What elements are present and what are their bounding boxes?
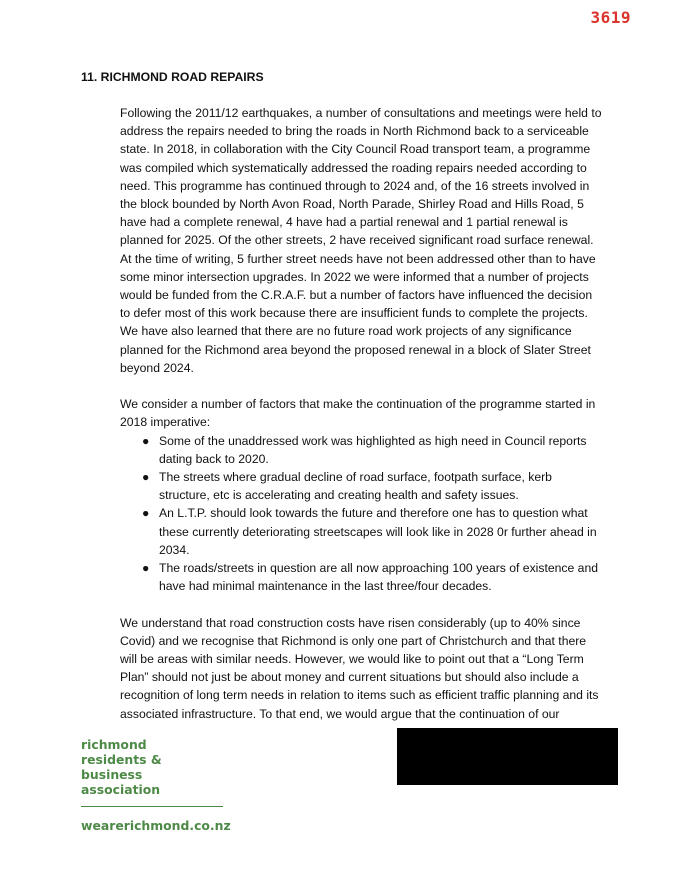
brand-line: business: [81, 767, 143, 782]
page-number: 3619: [590, 8, 631, 27]
brand-line: richmond: [81, 737, 147, 752]
brand-line: residents &: [81, 752, 162, 767]
bullet-icon: ●: [142, 433, 150, 448]
brand-logo-text: [81, 737, 162, 797]
list-item-text: Some of the unaddressed work was highlighted as high need in Council reports dating back to 2020.: [159, 433, 587, 466]
paragraph-2: We consider a number of factors that make the continuation of the programme started in 2018 imperative:: [120, 397, 596, 430]
list-item-text: The roads/streets in question are all now approaching 100 years of existence and have had minimal maintenance in the last three/four decades.: [159, 561, 599, 594]
brand-line: association: [81, 782, 161, 797]
list-item: [142, 468, 605, 504]
website-link[interactable]: wearerichmond.co.nz: [81, 818, 231, 833]
brand-divider: [81, 806, 223, 807]
paragraph-3: We understand that road construction costs have risen considerably (up to 40% since Covid) and we recognise that Richmond is only one part of Christchurch and that there will be areas with similar needs. However, we would like to point out that a “Long Term Plan” should not just be about money and current situations but should also include a recognition of long term needs in relation to items such as efficient traffic planning and its associated infrastructure. To that end, we would argue that the continuation of our: [120, 615, 599, 721]
paragraph-1: Following the 2011/12 earthquakes, a number of consultations and meetings were held to address the repairs needed to bring the roads in North Richmond back to a serviceable state. In 2018, in collaboration with the City Council Road transport team, a programme was compiled which systematically addressed the roading repairs needed according to need. This programme has continued through to 2024 and, of the 16 streets involved in the block bounded by North Avon Road, North Parade, Shirley Road and Hills Road, 5 have had a complete renewal, 4 have had a partial renewal and 1 partial renewal is planned for 2025. Of the other streets, 2 have received significant road surface renewal. At the time of writing, 5 further street needs have not been addressed other than to have some minor intersection upgrades. In 2022 we were informed that a number of projects would be funded from the C.R.A.F. but a number of factors have influenced the decision to defer most of this work because there are insufficient funds to complete the projects. We have also learned that there are no future road work projects of any significance planned for the Richmond area beyond the proposed renewal in a block of Slater Street beyond 2024.: [120, 106, 602, 375]
list-item: [142, 559, 605, 595]
list-item-text: An L.T.P. should look towards the future and therefore one has to question what these currently deteriorating streetscapes will look like in 2028 0r further ahead in 2034.: [159, 506, 597, 557]
list-item: [142, 504, 605, 559]
list-item: [142, 432, 605, 468]
bullet-list: [120, 432, 605, 596]
bullet-icon: ●: [142, 506, 150, 521]
section-heading: 11. RICHMOND ROAD REPAIRS: [81, 70, 264, 84]
bullet-icon: ●: [142, 470, 150, 485]
list-item-text: The streets where gradual decline of road surface, footpath surface, kerb structure, etc is accelerating and creating health and safety issues.: [159, 470, 552, 503]
section-body: [120, 104, 605, 723]
bullet-icon: ●: [142, 561, 150, 576]
redaction-box: [397, 728, 618, 785]
